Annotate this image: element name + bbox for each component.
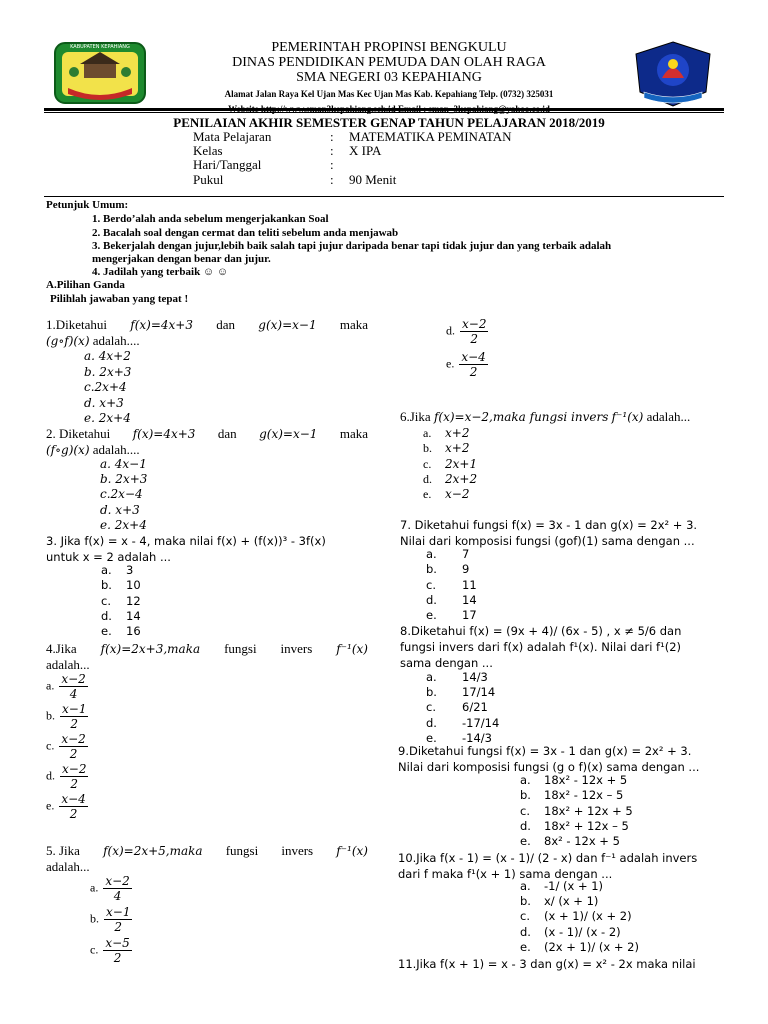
option-letter: c. bbox=[101, 593, 111, 608]
question-6 bbox=[400, 409, 730, 425]
meta-colon: : bbox=[330, 129, 334, 144]
option-fraction bbox=[60, 762, 88, 791]
numerator: x−4 bbox=[461, 350, 486, 364]
header-address: Alamat Jalan Raya Kel Ujan Mas Kec Ujan Mas Kab. Kepahiang Telp. (0732) 325031 bbox=[224, 89, 554, 99]
q4-finv: f⁻¹(x) bbox=[336, 642, 368, 656]
option[interactable] bbox=[426, 608, 477, 623]
option-value: 17 bbox=[462, 608, 477, 623]
q7-text-2: Nilai dari komposisi fungsi (gof)(1) sama dengan ... bbox=[400, 534, 695, 548]
q5-invers: invers bbox=[281, 843, 314, 858]
option-letter: e. bbox=[423, 487, 432, 502]
option-letter: c. bbox=[46, 738, 55, 753]
option-value: 3 bbox=[126, 563, 134, 577]
question-4 bbox=[46, 641, 368, 673]
option-value: 18x² - 12x + 5 bbox=[544, 773, 628, 787]
option-fraction bbox=[59, 732, 87, 761]
option-value: 18x² + 12x – 5 bbox=[544, 818, 629, 833]
option[interactable] bbox=[446, 350, 490, 383]
option[interactable]: d. x+3 bbox=[84, 395, 124, 410]
q2-expr: (f∘g)(x) bbox=[46, 443, 90, 457]
option[interactable] bbox=[520, 879, 639, 894]
option-letter: b. bbox=[520, 894, 531, 909]
meta-label: Mata Pelajaran bbox=[193, 129, 272, 144]
meta-colon: : bbox=[330, 172, 334, 187]
question-3 bbox=[46, 533, 376, 565]
kepahiang-logo bbox=[54, 42, 146, 104]
denominator: 2 bbox=[470, 332, 479, 346]
q1-g: g(x)=x−1 bbox=[258, 318, 317, 332]
option[interactable] bbox=[46, 702, 90, 732]
option[interactable] bbox=[426, 562, 477, 577]
option-letter: b. bbox=[520, 788, 531, 803]
option-letter: b. bbox=[90, 911, 99, 926]
question-11 bbox=[398, 956, 738, 972]
header-rule-thin bbox=[44, 112, 724, 113]
meta-rule bbox=[44, 196, 724, 197]
option[interactable] bbox=[520, 894, 639, 909]
option-letter: d. bbox=[520, 924, 531, 939]
q7-options bbox=[426, 547, 477, 623]
option-letter: c. bbox=[423, 456, 432, 471]
q2-and: dan bbox=[217, 426, 237, 441]
q4-f: f(x)=2x+3,maka bbox=[100, 642, 201, 656]
option-letter: c. bbox=[426, 577, 436, 592]
option-letter: b. bbox=[46, 708, 55, 723]
q4-fungsi: fungsi bbox=[224, 641, 257, 656]
denominator: 2 bbox=[69, 807, 78, 821]
option[interactable] bbox=[520, 925, 639, 940]
option-value: 14/3 bbox=[462, 670, 488, 684]
option-letter: d. bbox=[101, 608, 112, 623]
q1-expr: (g∘f)(x) bbox=[46, 334, 90, 348]
option-letter: b. bbox=[426, 685, 437, 700]
option-letter: a. bbox=[520, 773, 531, 787]
option-letter: d. bbox=[423, 471, 432, 486]
numerator: x−1 bbox=[106, 905, 131, 919]
option-letter: e. bbox=[426, 730, 437, 745]
option-value: (x + 1)/ (x + 2) bbox=[544, 909, 632, 924]
q7-text: 7. Diketahui fungsi f(x) = 3x - 1 dan g(x) = 2x² + 3. bbox=[400, 518, 698, 532]
q6-f: f(x)=x−2,maka fungsi invers bbox=[433, 410, 609, 424]
q1-f: f(x)=4x+3 bbox=[130, 318, 193, 332]
option[interactable] bbox=[46, 732, 90, 762]
option[interactable] bbox=[423, 426, 477, 441]
option-value: -14/3 bbox=[462, 730, 492, 745]
option-value: -17/14 bbox=[462, 715, 500, 730]
option[interactable]: a. 4x−1 bbox=[100, 457, 147, 471]
option-letter: a. bbox=[101, 563, 112, 577]
question-10 bbox=[398, 850, 728, 882]
option[interactable]: d. x+3 bbox=[100, 502, 140, 517]
question-7 bbox=[400, 517, 728, 549]
option[interactable] bbox=[426, 578, 477, 593]
question-5 bbox=[46, 843, 368, 875]
option[interactable]: b. 2x+3 bbox=[84, 364, 132, 379]
option-letter: b. bbox=[423, 441, 432, 456]
option[interactable] bbox=[423, 441, 477, 456]
q5-options-continued bbox=[446, 317, 490, 383]
q4-adalah: adalah... bbox=[46, 657, 90, 672]
option-value: x−2 bbox=[445, 487, 470, 502]
option[interactable] bbox=[101, 563, 141, 578]
option-value: 6/21 bbox=[462, 700, 488, 715]
q6-options bbox=[423, 426, 477, 502]
q3-text-2: untuk x = 2 adalah ... bbox=[46, 550, 171, 564]
option-value: -1/ (x + 1) bbox=[544, 879, 604, 893]
exam-title: PENILAIAN AKHIR SEMESTER GENAP TAHUN PELAJARAN 2018/2019 bbox=[173, 115, 605, 130]
q10-text-2: dari f maka f¹(x + 1) sama dengan ... bbox=[398, 867, 613, 881]
option-fraction bbox=[103, 874, 131, 903]
option-letter: e. bbox=[520, 834, 531, 849]
option-value: x/ (x + 1) bbox=[544, 894, 599, 909]
q8-options bbox=[426, 670, 499, 746]
q5-text: 5. Jika bbox=[46, 843, 80, 858]
option-value: 17/14 bbox=[462, 685, 496, 700]
option[interactable] bbox=[101, 594, 141, 609]
section-instruction: Pilihlah jawaban yang tepat ! bbox=[50, 293, 189, 305]
option[interactable] bbox=[520, 804, 633, 819]
option[interactable] bbox=[520, 940, 639, 955]
option-fraction bbox=[103, 936, 131, 965]
q5-finv: f⁻¹(x) bbox=[336, 844, 368, 858]
q9-options bbox=[520, 773, 633, 849]
option-value: 18x² - 12x – 5 bbox=[544, 788, 624, 803]
school-emblem bbox=[632, 40, 714, 108]
q2-maka: maka bbox=[339, 426, 368, 441]
q1-and: dan bbox=[216, 317, 236, 332]
q3-text: 3. Jika f(x) = x - 4, maka nilai f(x) + (f(x))³ - 3f(x) bbox=[46, 534, 326, 548]
q10-options bbox=[520, 879, 639, 955]
option[interactable] bbox=[520, 788, 633, 803]
option[interactable] bbox=[426, 547, 477, 562]
option-letter: a. bbox=[426, 670, 437, 684]
meta-value: MATEMATIKA PEMINATAN bbox=[349, 129, 512, 144]
meta-colon: : bbox=[330, 143, 334, 158]
meta-value: X IPA bbox=[349, 143, 382, 158]
option-letter: c. bbox=[90, 942, 99, 957]
option-value: 12 bbox=[126, 593, 141, 608]
option[interactable] bbox=[46, 762, 90, 792]
numerator: x−2 bbox=[61, 672, 86, 686]
q6-text: 6.Jika bbox=[400, 409, 431, 424]
option[interactable]: a. 4x+2 bbox=[84, 349, 131, 363]
numerator: x−2 bbox=[462, 317, 487, 331]
instruction-item: 3. Bekerjalah dengan jujur,lebih baik salah tapi jujur daripada benar tapi tidak jujur dan yang terbaik adalah bbox=[92, 240, 612, 252]
instruction-item: mengerjakan dengan benar dan jujur. bbox=[92, 253, 271, 265]
denominator: 4 bbox=[69, 687, 78, 701]
option-value: 14 bbox=[126, 608, 141, 623]
option[interactable] bbox=[446, 317, 490, 350]
numerator: x−4 bbox=[61, 792, 86, 806]
header-school: SMA NEGERI 03 KEPAHIANG bbox=[296, 70, 482, 85]
meta-label: Pukul bbox=[193, 172, 224, 187]
instructions-heading: Petunjuk Umum: bbox=[46, 199, 129, 211]
q1-text: 1.Diketahui bbox=[46, 317, 108, 332]
header-gov: PEMERINTAH PROPINSI BENGKULU bbox=[271, 40, 507, 55]
logo-caption: KABUPATEN KEPAHIANG bbox=[70, 44, 130, 50]
q2-text: 2. Diketahui bbox=[46, 426, 111, 441]
option[interactable] bbox=[46, 792, 90, 822]
q2-adalah: adalah.... bbox=[92, 442, 140, 457]
q8-text-3: sama dengan ... bbox=[400, 656, 493, 670]
option-value: x+2 bbox=[445, 441, 470, 456]
question-1 bbox=[46, 317, 368, 349]
numerator: x−2 bbox=[62, 762, 87, 776]
option[interactable] bbox=[520, 834, 633, 849]
option[interactable] bbox=[426, 593, 477, 608]
option[interactable]: b. 2x+3 bbox=[100, 472, 148, 487]
question-8 bbox=[400, 623, 728, 671]
q1-adalah: adalah.... bbox=[92, 333, 140, 348]
option-letter: e. bbox=[426, 608, 437, 623]
question-9 bbox=[398, 743, 728, 775]
q5-fungsi: fungsi bbox=[225, 843, 259, 858]
instruction-item: 4. Jadilah yang terbaik ☺ ☺ bbox=[92, 266, 229, 278]
q9-text: 9.Diketahui fungsi f(x) = 3x - 1 dan g(x) = 2x² + 3. bbox=[398, 744, 692, 758]
option-letter: c. bbox=[426, 700, 436, 715]
option-value: 16 bbox=[126, 624, 141, 639]
q11-text: 11.Jika f(x + 1) = x - 3 dan g(x) = x² - 2x maka nilai bbox=[398, 957, 696, 971]
q2-f: f(x)=4x+3 bbox=[132, 427, 196, 441]
option[interactable] bbox=[90, 936, 134, 967]
option-letter: e. bbox=[46, 798, 55, 813]
option-value: 14 bbox=[462, 592, 477, 607]
option-letter: d. bbox=[46, 768, 55, 783]
option-letter: a. bbox=[90, 880, 99, 895]
option-value: 2x+2 bbox=[445, 471, 478, 486]
option-letter: d. bbox=[426, 715, 437, 730]
q5-options bbox=[90, 874, 134, 967]
option-value: 11 bbox=[462, 577, 477, 592]
q8-text: 8.Diketahui f(x) = (9x + 4)/ (6x - 5) , x ≠ 5/6 dan bbox=[400, 624, 682, 638]
option[interactable] bbox=[520, 773, 633, 788]
denominator: 2 bbox=[69, 747, 78, 761]
meta-label: Kelas bbox=[193, 143, 223, 158]
option-letter: a. bbox=[426, 547, 437, 561]
option-letter: d. bbox=[446, 323, 455, 338]
section-title: A.Pilihan Ganda bbox=[46, 279, 125, 291]
denominator: 2 bbox=[70, 777, 79, 791]
option-value: 7 bbox=[462, 547, 470, 561]
option-value: (x - 1)/ (x - 2) bbox=[544, 924, 621, 939]
option[interactable]: c.2x+4 bbox=[84, 380, 127, 394]
option[interactable] bbox=[423, 457, 477, 472]
header-rule-thick bbox=[44, 108, 724, 111]
option-fraction bbox=[460, 317, 488, 346]
q4-invers: invers bbox=[280, 641, 313, 656]
meta-label: Hari/Tanggal bbox=[193, 157, 262, 172]
header-dept: DINAS PENDIDIKAN PEMUDA DAN OLAH RAGA bbox=[232, 55, 546, 70]
option-letter: a. bbox=[46, 678, 55, 693]
option-value: (2x + 1)/ (x + 2) bbox=[544, 939, 639, 954]
q9-text-2: Nilai dari komposisi fungsi (g o f)(x) sama dengan ... bbox=[398, 760, 700, 774]
meta-value: 90 Menit bbox=[349, 172, 397, 187]
denominator: 2 bbox=[114, 920, 123, 934]
option[interactable] bbox=[101, 624, 141, 639]
numerator: x−2 bbox=[105, 874, 130, 888]
option-letter: d. bbox=[426, 592, 437, 607]
option[interactable] bbox=[426, 670, 499, 685]
option[interactable] bbox=[90, 874, 134, 905]
option[interactable] bbox=[423, 472, 477, 487]
instruction-item: 1. Berdo’alah anda sebelum mengerjakankan Soal bbox=[92, 213, 329, 225]
option-fraction bbox=[59, 792, 87, 821]
numerator: x−5 bbox=[105, 936, 130, 950]
option-letter: a. bbox=[520, 879, 531, 893]
option-letter: e. bbox=[520, 939, 531, 954]
denominator: 2 bbox=[469, 365, 478, 379]
option-letter: e. bbox=[446, 356, 455, 371]
meta-colon: : bbox=[330, 157, 334, 172]
option[interactable]: c.2x−4 bbox=[100, 487, 143, 502]
q6-adalah: adalah... bbox=[646, 409, 691, 424]
q2-options bbox=[100, 457, 147, 533]
option[interactable] bbox=[101, 609, 141, 624]
q4-options bbox=[46, 672, 90, 822]
question-2 bbox=[46, 426, 368, 458]
option[interactable] bbox=[520, 909, 639, 924]
option[interactable]: e. 2x+4 bbox=[84, 411, 131, 425]
option-value: 9 bbox=[462, 562, 470, 577]
option[interactable] bbox=[426, 716, 499, 731]
q3-options bbox=[101, 563, 141, 639]
option-fraction bbox=[104, 905, 132, 934]
option[interactable] bbox=[90, 905, 134, 936]
option-fraction bbox=[59, 672, 87, 701]
option-letter: b. bbox=[426, 562, 437, 577]
option[interactable] bbox=[426, 685, 499, 700]
option-letter: c. bbox=[520, 803, 530, 818]
option-letter: b. bbox=[101, 578, 112, 593]
option[interactable] bbox=[520, 819, 633, 834]
q6-finv: f⁻¹(x) bbox=[611, 410, 644, 424]
option[interactable] bbox=[426, 700, 499, 715]
option[interactable] bbox=[423, 487, 477, 502]
q2-g: g(x)=x−1 bbox=[259, 427, 318, 441]
q8-text-2: fungsi invers dari f(x) adalah f¹(x). Nilai dari f¹(2) bbox=[400, 640, 682, 654]
option-letter: c. bbox=[520, 909, 530, 924]
q4-text: 4.Jika bbox=[46, 641, 77, 656]
option-value: 8x² - 12x + 5 bbox=[544, 834, 620, 849]
q10-text: 10.Jika f(x - 1) = (x - 1)/ (2 - x) dan f⁻¹ adalah invers bbox=[398, 851, 698, 865]
instruction-item: 2. Bacalah soal dengan cermat dan teliti sebelum anda menjawab bbox=[92, 227, 399, 239]
option[interactable] bbox=[101, 578, 141, 593]
q1-maka: maka bbox=[339, 317, 368, 332]
q5-adalah: adalah... bbox=[46, 859, 90, 874]
numerator: x−2 bbox=[61, 732, 86, 746]
option-value: x+2 bbox=[445, 426, 470, 440]
option-letter: e. bbox=[101, 624, 112, 639]
numerator: x−1 bbox=[62, 702, 87, 716]
option-fraction bbox=[60, 702, 88, 731]
option[interactable] bbox=[46, 672, 90, 702]
q1-options bbox=[84, 349, 131, 427]
option-letter: d. bbox=[520, 818, 531, 833]
option[interactable]: e. 2x+4 bbox=[100, 517, 147, 532]
q5-f: f(x)=2x+5,maka bbox=[103, 844, 203, 858]
denominator: 4 bbox=[113, 889, 122, 903]
option-value: 10 bbox=[126, 578, 141, 593]
option-value: 2x+1 bbox=[445, 456, 478, 471]
option-fraction bbox=[459, 350, 487, 379]
denominator: 2 bbox=[70, 717, 79, 731]
option-value: 18x² + 12x + 5 bbox=[544, 803, 633, 818]
denominator: 2 bbox=[113, 951, 122, 965]
option-letter: a. bbox=[423, 426, 432, 440]
